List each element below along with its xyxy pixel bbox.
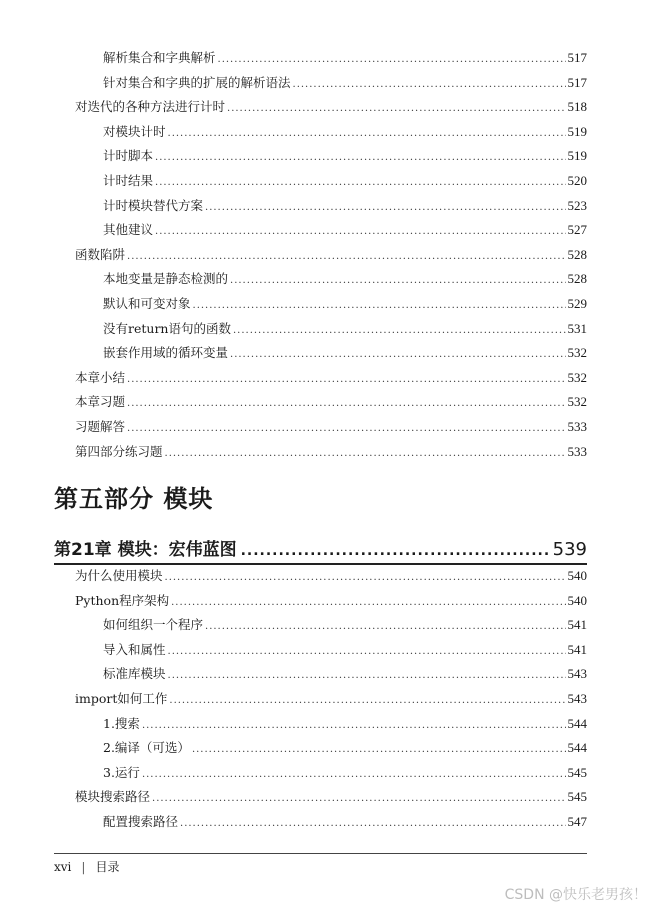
toc-page-number: 528 bbox=[567, 246, 587, 262]
toc-leader-dots bbox=[168, 124, 566, 144]
part-title: 第五部分 模块 bbox=[54, 485, 214, 513]
toc-entry bbox=[103, 640, 587, 660]
toc-page-number: 540 bbox=[567, 592, 587, 608]
toc-entry-title: 计时模块替代方案 bbox=[103, 197, 204, 213]
toc-page-number: 532 bbox=[567, 394, 587, 410]
toc-leader-dots bbox=[127, 394, 565, 414]
toc-page-number: 517 bbox=[567, 50, 587, 65]
toc-entry bbox=[103, 714, 587, 734]
toc-entry bbox=[103, 73, 587, 93]
footer-rule bbox=[54, 853, 587, 854]
toc-entry bbox=[75, 97, 587, 117]
toc-page-number: 532 bbox=[567, 345, 587, 361]
watermark: CSDN @快乐老男孩！ bbox=[504, 887, 647, 903]
toc-entry-title: 标准库模块 bbox=[103, 666, 166, 682]
toc-page-number: 528 bbox=[567, 271, 587, 287]
toc-entry-title: 针对集合和字典的扩展的解析语法 bbox=[103, 74, 291, 90]
toc-leader-dots bbox=[171, 593, 565, 613]
toc-leader-dots bbox=[165, 444, 566, 464]
toc-entry bbox=[103, 319, 587, 339]
toc-entry bbox=[103, 269, 587, 289]
toc-page-number: 532 bbox=[567, 369, 587, 385]
toc-entry bbox=[103, 294, 587, 314]
toc-entry-title: 其他建议 bbox=[103, 222, 154, 238]
toc-entry bbox=[103, 738, 587, 758]
toc-entry bbox=[75, 392, 587, 412]
footer-separator: | bbox=[81, 859, 86, 874]
toc-entry bbox=[103, 196, 587, 216]
toc-leader-dots bbox=[230, 345, 565, 365]
toc-entry bbox=[75, 245, 587, 265]
footer-page-label: xvi bbox=[54, 859, 72, 874]
toc-page-number: 543 bbox=[567, 691, 587, 706]
toc-leader-dots bbox=[168, 666, 566, 686]
page-footer bbox=[54, 858, 119, 875]
footer-section: 目录 bbox=[95, 860, 120, 874]
toc-leader-dots bbox=[233, 321, 566, 341]
toc-entry-title: 习题解答 bbox=[75, 419, 126, 434]
toc-leader-dots bbox=[165, 568, 566, 588]
toc-page-number: 523 bbox=[567, 197, 587, 213]
toc-entry bbox=[75, 591, 587, 611]
toc-entry-title: 本地变量是静态检测的 bbox=[103, 271, 229, 287]
chapter-page-number: 539 bbox=[552, 539, 587, 560]
chapter-heading bbox=[54, 537, 587, 563]
toc-page-number: 519 bbox=[567, 123, 587, 139]
toc-leader-dots bbox=[193, 296, 566, 316]
toc-page-number: 540 bbox=[567, 568, 587, 583]
toc-entry bbox=[103, 171, 587, 191]
toc-entry-title: 计时脚本 bbox=[103, 148, 154, 164]
toc-page-number: 545 bbox=[567, 789, 587, 805]
toc-entry-title: 第四部分练习题 bbox=[75, 443, 163, 459]
toc-entry bbox=[75, 787, 587, 807]
chapter-rule bbox=[54, 563, 587, 565]
toc-entry bbox=[75, 566, 587, 586]
toc-entry-title: 如何组织一个程序 bbox=[103, 617, 204, 633]
toc-entry bbox=[103, 812, 587, 832]
toc-page-number: 544 bbox=[567, 715, 587, 731]
toc-entry bbox=[103, 146, 587, 166]
toc-entry bbox=[75, 368, 587, 388]
toc-entry bbox=[103, 48, 587, 68]
toc-entry-title: 解析集合和字典解析 bbox=[103, 50, 216, 65]
toc-leader-dots bbox=[155, 148, 565, 168]
toc-leader-dots bbox=[180, 814, 565, 834]
toc-leader-dots bbox=[127, 247, 565, 267]
toc-page-number: 517 bbox=[567, 74, 587, 90]
toc-entry-title: 模块搜索路径 bbox=[75, 789, 151, 805]
toc-entry bbox=[103, 343, 587, 363]
toc-page-number: 518 bbox=[567, 99, 587, 115]
toc-leader-dots bbox=[205, 617, 565, 637]
toc-page-number: 527 bbox=[567, 222, 587, 238]
toc-leader-dots bbox=[205, 198, 565, 218]
toc-entry-title: 为什么使用模块 bbox=[75, 568, 163, 583]
toc-entry-title: 导入和属性 bbox=[103, 641, 166, 657]
toc-entry bbox=[103, 615, 587, 635]
toc-entry-title: 本章小结 bbox=[75, 369, 126, 385]
toc-entry-title: 1.搜索 bbox=[103, 715, 140, 731]
toc-entry bbox=[75, 689, 587, 709]
toc-leader-dots bbox=[127, 419, 565, 439]
toc-page-number: 533 bbox=[567, 419, 587, 434]
toc-leader-dots bbox=[227, 99, 565, 119]
toc-entry-title: import如何工作 bbox=[75, 691, 168, 706]
toc-leader-dots bbox=[155, 222, 565, 242]
toc-leader-dots bbox=[168, 642, 566, 662]
toc-entry bbox=[75, 442, 587, 462]
toc-entry bbox=[103, 664, 587, 684]
toc-entry-title: 嵌套作用域的循环变量 bbox=[103, 345, 229, 361]
toc-page-number: 544 bbox=[567, 740, 587, 756]
toc-entry bbox=[75, 417, 587, 437]
toc-leader-dots bbox=[142, 765, 566, 785]
toc-entry-title: 本章习题 bbox=[75, 394, 126, 410]
toc-entry-title: Python程序架构 bbox=[75, 592, 170, 608]
toc-page-number: 543 bbox=[567, 666, 587, 682]
toc-leader-dots bbox=[127, 370, 565, 390]
toc-entry bbox=[103, 763, 587, 783]
toc-entry-title: 配置搜索路径 bbox=[103, 814, 179, 829]
chapter-leader-dots bbox=[241, 538, 549, 564]
toc-leader-dots bbox=[142, 716, 566, 736]
toc-leader-dots bbox=[230, 271, 565, 291]
toc-entry-title: 没有return语句的函数 bbox=[103, 320, 231, 336]
toc-page-number: 541 bbox=[567, 641, 587, 657]
toc-page-number: 531 bbox=[567, 320, 587, 336]
toc-leader-dots bbox=[218, 50, 566, 70]
toc-entry-title: 函数陷阱 bbox=[75, 246, 126, 262]
toc-leader-dots bbox=[293, 75, 566, 95]
toc-page-number: 545 bbox=[567, 764, 587, 780]
toc-leader-dots bbox=[169, 691, 565, 711]
toc-page-number: 533 bbox=[567, 443, 587, 459]
toc-page-number: 529 bbox=[567, 296, 587, 311]
toc-entry-title: 对迭代的各种方法进行计时 bbox=[75, 99, 226, 115]
toc-entry-title: 默认和可变对象 bbox=[103, 296, 191, 311]
toc-page-number: 541 bbox=[567, 617, 587, 633]
toc-page-number: 519 bbox=[567, 148, 587, 164]
toc-leader-dots bbox=[192, 740, 566, 760]
toc-page-number: 547 bbox=[567, 814, 587, 829]
toc-entry-title: 3.运行 bbox=[103, 764, 140, 780]
toc-leader-dots bbox=[155, 173, 565, 193]
toc-leader-dots bbox=[152, 789, 565, 809]
toc-page-number: 520 bbox=[567, 173, 587, 188]
toc-entry-title: 2.编译（可选） bbox=[103, 740, 190, 756]
chapter-title: 第21章 模块：宏伟蓝图 bbox=[54, 540, 237, 560]
toc-entry bbox=[103, 122, 587, 142]
toc-entry-title: 对模块计时 bbox=[103, 123, 166, 139]
toc-entry-title: 计时结果 bbox=[103, 173, 154, 188]
toc-entry bbox=[103, 220, 587, 240]
